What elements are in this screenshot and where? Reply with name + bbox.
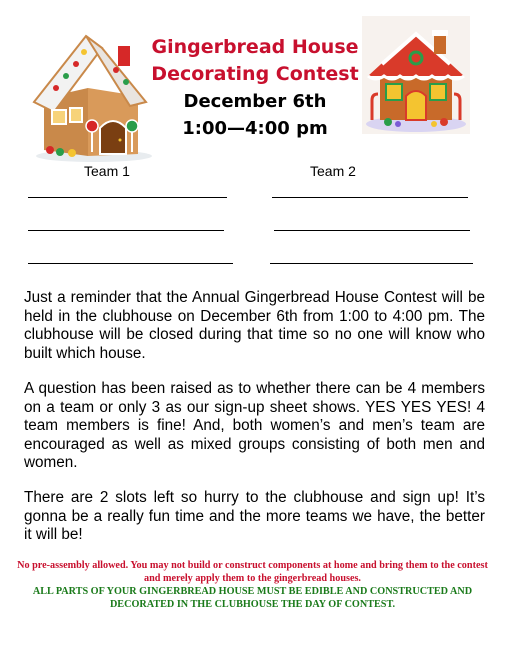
reminder-paragraph: Just a reminder that the Annual Gingerbread House Contest will be held in the clubhouse on December 6th from 1:00 to 4:00 pm. The clubhouse will be closed during that time so no one will know who built which house.	[24, 289, 485, 362]
team-2-signup-line-3[interactable]	[270, 263, 473, 264]
team-2-signup-line-1[interactable]	[272, 197, 468, 198]
edible-parts-note: ALL PARTS OF YOUR GINGERBREAD HOUSE MUST BE EDIBLE AND CONSTRUCTED AND DECORATED IN THE CLUBHOUSE THE DAY OF CONTEST.	[32, 586, 473, 610]
team-2-label: Team 2	[310, 163, 356, 179]
team-2-signup-line-2[interactable]	[274, 230, 470, 231]
gingerbread-house-right-image	[362, 16, 470, 134]
title-line-1: Gingerbread House	[151, 36, 359, 58]
team-size-paragraph: A question has been raised as to whether there can be 4 members on a team or only 3 as our sign-up sheet shows. YES YES YES! 4 team members is fine! And, both women’s and men’s team are encouraged as well as mixed groups consisting of both men and women.	[24, 380, 485, 472]
pre-assembly-note: No pre-assembly allowed. You may not build or construct components at home and bring them to the contest and merely apply them to the gingerbread houses.	[17, 560, 488, 584]
event-time: 1:00—4:00 pm	[182, 118, 328, 139]
team-1-signup-line-2[interactable]	[28, 230, 224, 231]
team-1-label: Team 1	[84, 163, 130, 179]
slots-left-paragraph: There are 2 slots left so hurry to the clubhouse and sign up! It’s gonna be a really fun time and the more teams we have, the better it will be!	[24, 489, 485, 544]
team-1-signup-line-1[interactable]	[28, 197, 227, 198]
title-line-2: Decorating Contest	[151, 63, 359, 85]
event-date: December 6th	[183, 91, 327, 112]
team-1-signup-line-3[interactable]	[28, 263, 233, 264]
